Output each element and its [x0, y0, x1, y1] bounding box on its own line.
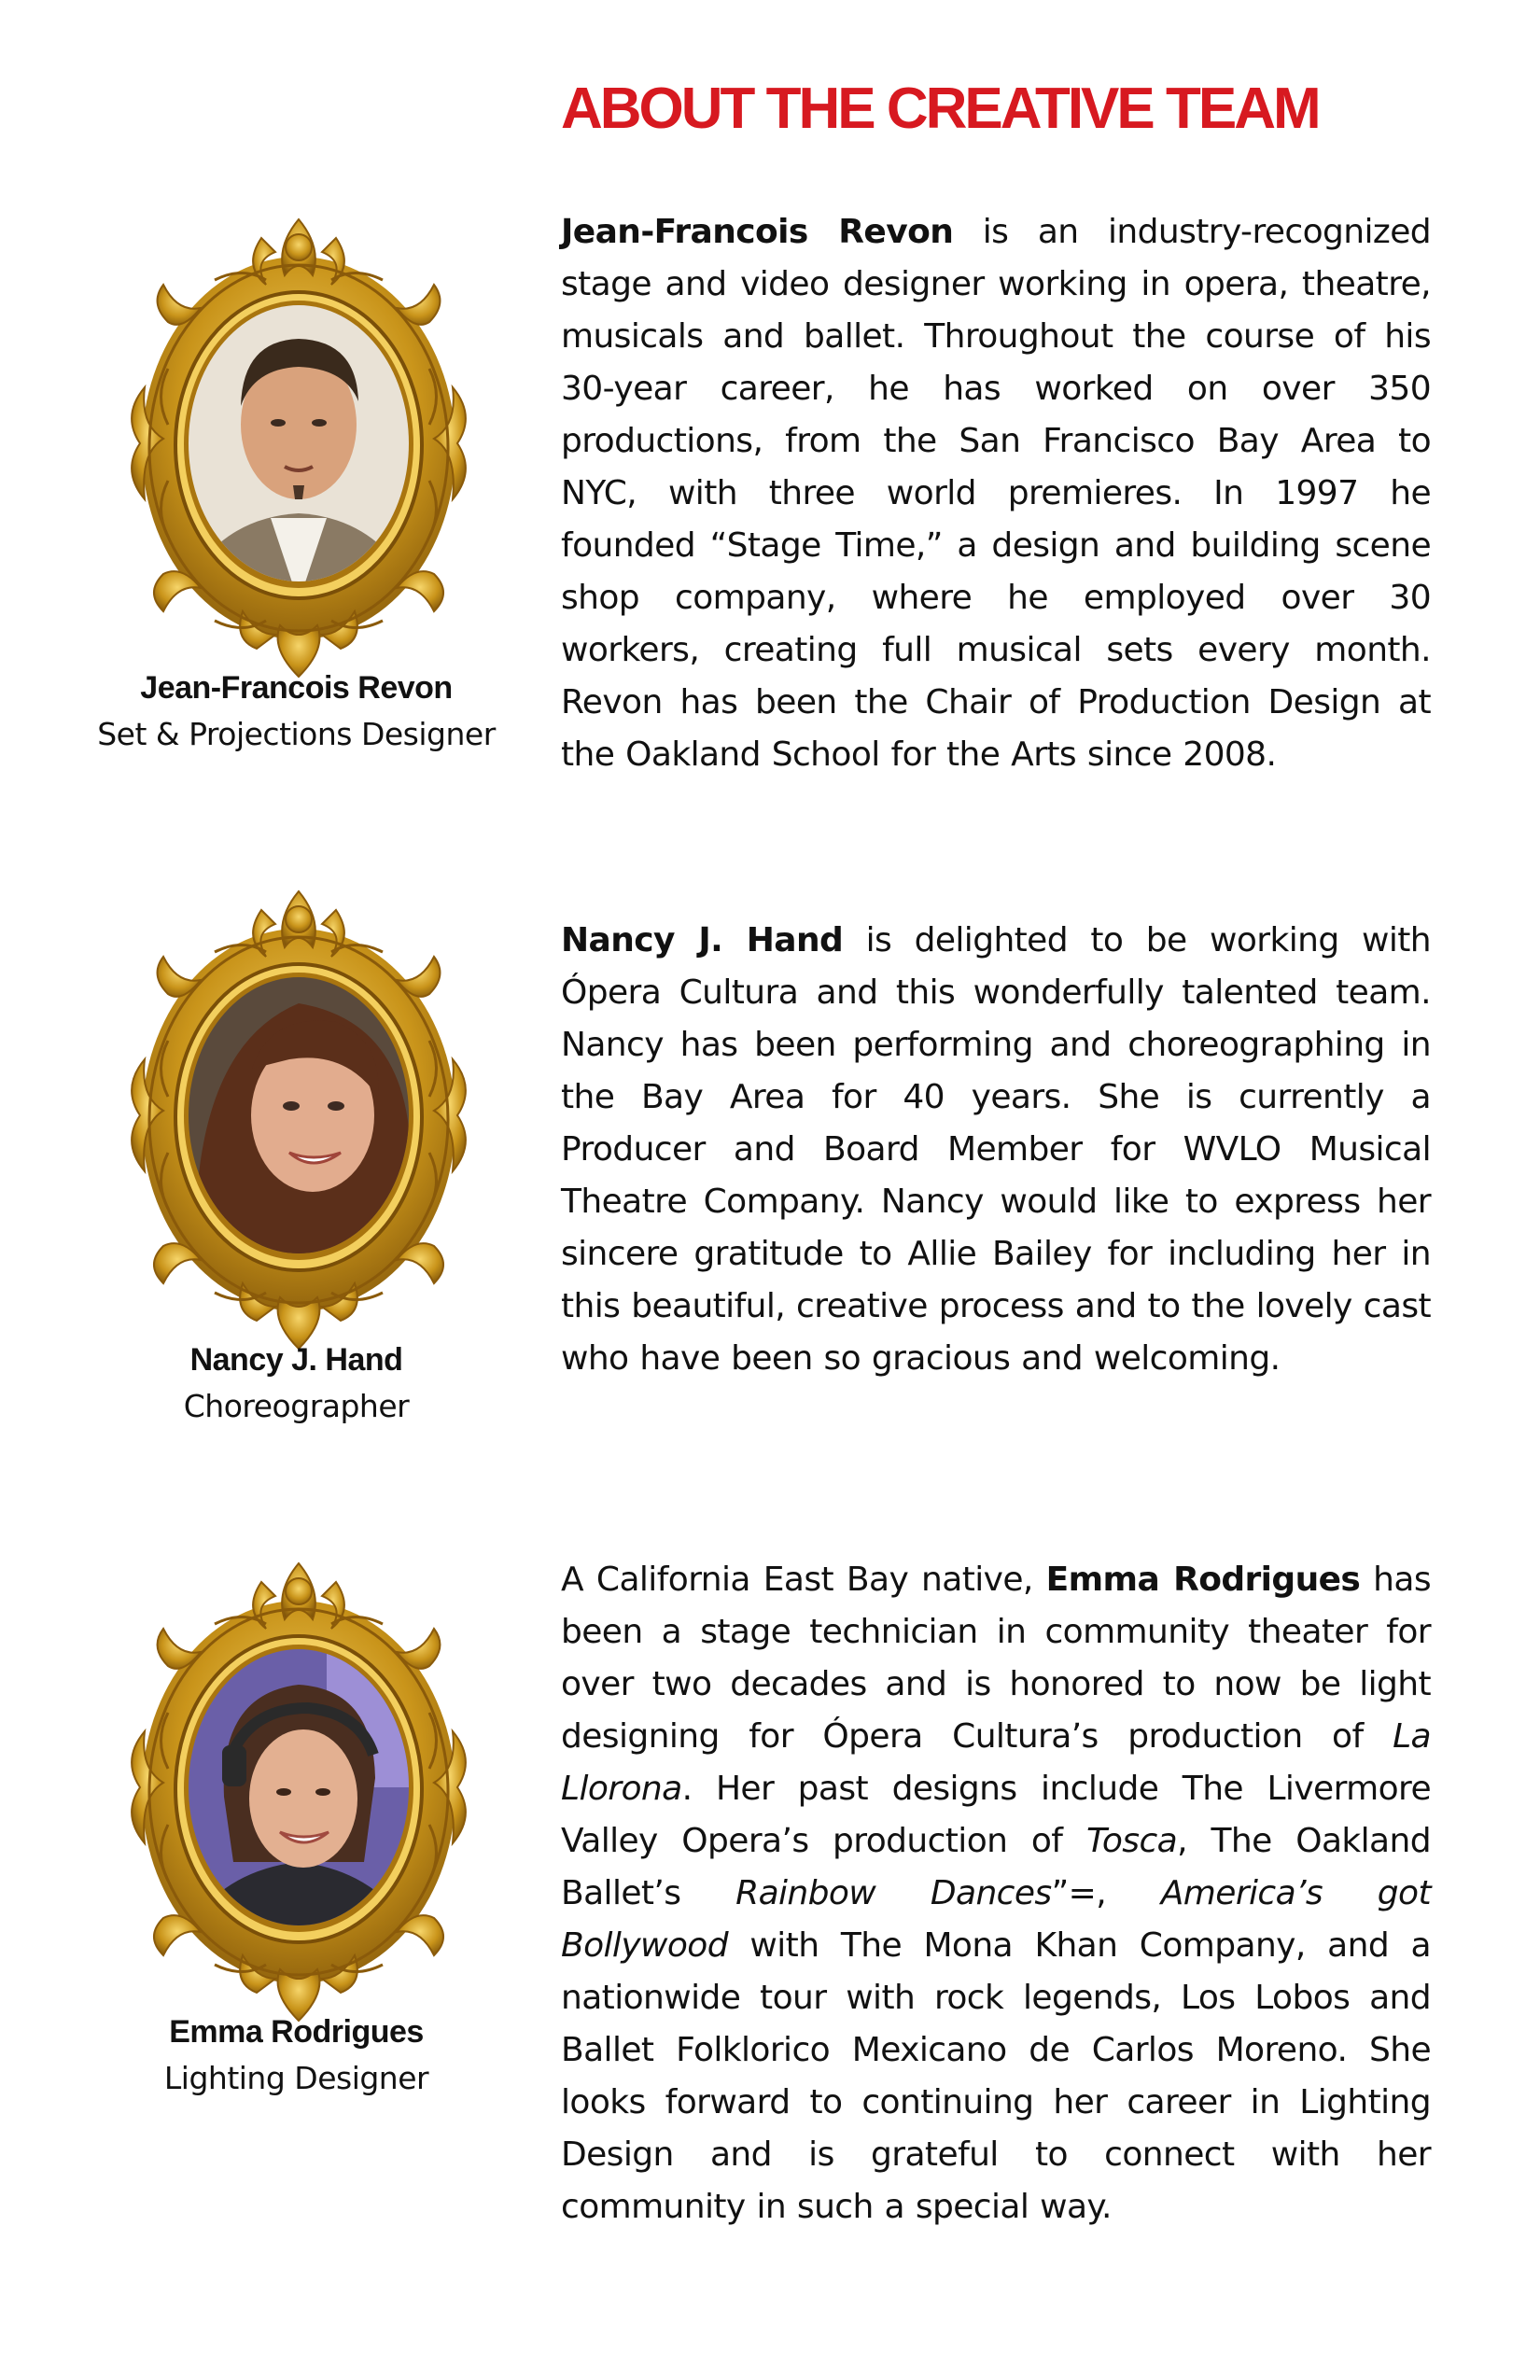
bio-text: has been a stage technician in community theater for over two decades and is honored to now be light designing for Ópera Cultura’s production of	[561, 1561, 1431, 1756]
ornate-frame-icon	[112, 882, 485, 1367]
member-caption	[65, 2009, 527, 2102]
member-role: Lighting Designer	[163, 2060, 429, 2096]
page-title: ABOUT THE CREATIVE TEAM	[561, 77, 1319, 141]
bio-title-italic: Tosca	[1085, 1822, 1178, 1860]
member-role: Set & Projections Designer	[97, 716, 496, 752]
member-name: Emma Rodrigues	[169, 2014, 424, 2050]
bio-title-italic: America’s got Bollywood	[561, 1874, 1431, 1965]
bio-text: with The Mona Khan Company, and a nationwide tour with rock legends, Los Lobos and Ballet Folklorico Mexicano de Carlos Moreno. She looks forward to continuing her career in Lighting Design and is grateful to connect with her community in such a special way.	[561, 1926, 1431, 2226]
member-name: Jean-Francois Revon	[140, 670, 453, 706]
member-name: Nancy J. Hand	[189, 1342, 403, 1378]
bio-text: . Her past designs include The Livermore Valley Opera’s production of	[561, 1770, 1431, 1860]
member-role: Choreographer	[183, 1388, 410, 1424]
bio-title-italic: La Llorona	[561, 1717, 1431, 1808]
portrait-man-icon	[112, 210, 485, 695]
bio-name-bold: Emma Rodrigues	[1045, 1561, 1361, 1599]
member-caption	[65, 665, 527, 758]
bio-title-italic: Rainbow Dances	[735, 1874, 1052, 1912]
member-bio	[561, 206, 1431, 781]
member-bio	[561, 915, 1431, 1385]
bio-text: is an industry-recognized stage and video designer working in opera, theatre, musicals and ballet. Throughout the course of his 30-year career, he has worked on over 350 productions, from the San Francisco Bay Area to NYC, with three world premieres. In 1997 he founded “Stage Time,” a design and building scene shop company, where he employed over 30 workers, creating full musical sets every month. Revon has been the Chair of Production Design at the Oakland School for the Arts since 2008.	[561, 213, 1431, 774]
member-bio	[561, 1554, 1431, 2233]
bio-text: A California East Bay native,	[561, 1561, 1046, 1599]
bio-name-bold: Nancy J. Hand	[561, 921, 844, 959]
bio-text: is delighted to be working with Ópera Cultura and this wonderfully talented team. Nancy has been performing and choreographing in the Bay Area for 40 years. She is currently a Producer and Board Member for WVLO Musical Theatre Company. Nancy would like to express her sincere gratitude to Allie Bailey for including her in this beautiful, creative process and to the lovely cast who have been so gracious and welcoming.	[561, 921, 1432, 1378]
ornate-frame-icon	[112, 1554, 485, 2039]
bio-name-bold: Jean-Francois Revon	[561, 213, 954, 251]
bio-text: ”=,	[1051, 1874, 1161, 1912]
portrait-woman-headset-icon	[112, 1554, 485, 2039]
member-caption	[65, 1337, 527, 1430]
bio-text: , The Oakland Ballet’s	[561, 1822, 1431, 1912]
ornate-frame-icon	[112, 210, 485, 695]
portrait-woman-icon	[112, 882, 485, 1367]
